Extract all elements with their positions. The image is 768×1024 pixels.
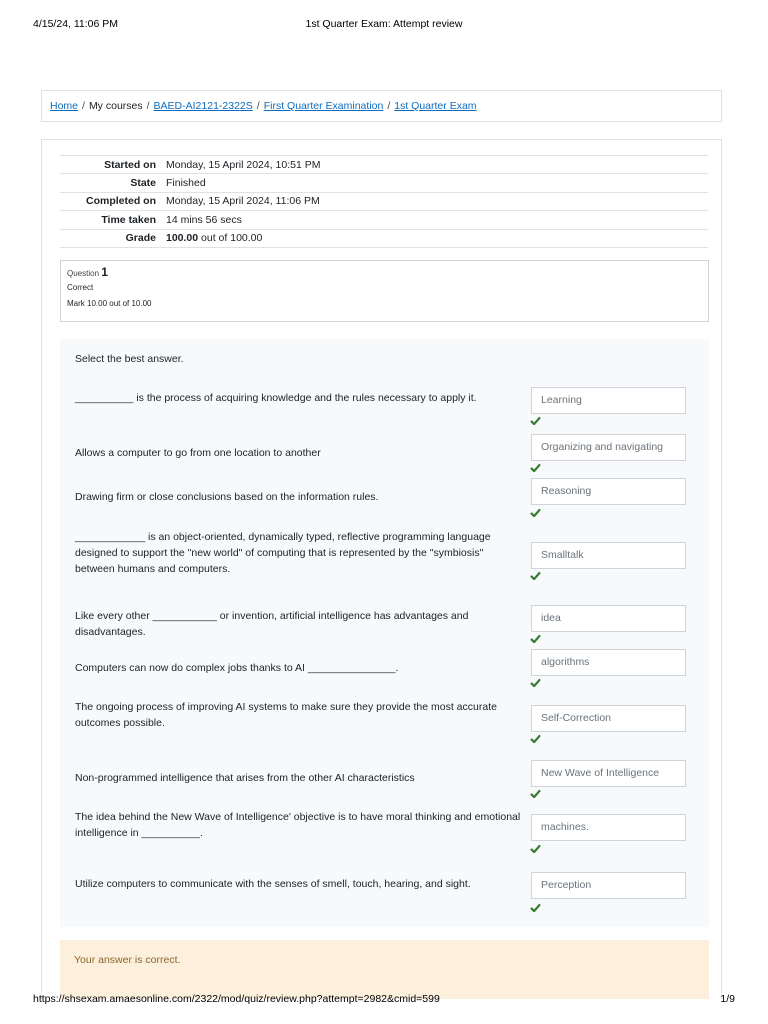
match-answer-select[interactable]: Learning: [531, 387, 686, 414]
grade-value-cell: [162, 229, 708, 247]
summary-row: [60, 211, 708, 229]
summary-label: Started on: [60, 156, 162, 174]
summary-value: Finished: [162, 174, 708, 192]
feedback-box: [60, 940, 709, 999]
match-question-text: Utilize computers to communicate with the senses of smell, touch, hearing, and sight.: [75, 878, 471, 890]
match-answer-select[interactable]: machines.: [531, 814, 686, 841]
check-icon: [530, 678, 541, 687]
attempt-summary-table: [60, 155, 708, 248]
print-page-title: 1st Quarter Exam: Attempt review: [305, 18, 463, 30]
breadcrumb-section-link[interactable]: First Quarter Examination: [263, 100, 384, 112]
question-number-value: 1: [101, 265, 108, 279]
check-icon: [530, 571, 541, 580]
match-question-text: Non-programmed intelligence that arises from the other AI characteristics: [75, 772, 415, 784]
match-question-text: __________ is the process of acquiring knowledge and the rules necessary to apply it.: [75, 392, 477, 404]
match-answer-select[interactable]: Perception: [531, 872, 686, 899]
summary-value: Monday, 15 April 2024, 10:51 PM: [162, 156, 708, 174]
match-answer-select[interactable]: Self-Correction: [531, 705, 686, 732]
question-prompt: Select the best answer.: [75, 353, 184, 365]
match-question-text: Allows a computer to go from one location to another: [75, 447, 321, 459]
print-header: [33, 18, 735, 32]
print-page-number: 1/9: [720, 993, 735, 1005]
match-question-text: ____________ is an object-oriented, dynamically typed, reflective programming language designed to support the "new world" of computing that is represented by the "symbiosis" between humans and computers.: [75, 531, 491, 575]
summary-value: 14 mins 56 secs: [162, 211, 708, 229]
breadcrumb-separator: /: [146, 100, 150, 112]
grade-label: Grade: [60, 229, 162, 247]
check-icon: [530, 634, 541, 643]
question-number: [67, 265, 702, 279]
match-answer-select[interactable]: idea: [531, 605, 686, 632]
summary-label: Completed on: [60, 192, 162, 210]
check-icon: [530, 416, 541, 425]
check-icon: [530, 508, 541, 517]
print-datetime: 4/15/24, 11:06 PM: [33, 18, 119, 30]
match-question-text: Computers can now do complex jobs thanks to AI _______________.: [75, 662, 399, 674]
match-answer-select[interactable]: Reasoning: [531, 478, 686, 505]
summary-label: State: [60, 174, 162, 192]
match-question-text: The idea behind the New Wave of Intelligence' objective is to have moral thinking and emotional intelligence in __________.: [75, 811, 521, 839]
match-question-text: Like every other ___________ or invention, artificial intelligence has advantages and disadvantages.: [75, 610, 469, 638]
summary-row: [60, 229, 708, 247]
summary-row: [60, 174, 708, 192]
breadcrumb-separator: /: [387, 100, 391, 112]
question-label: Question: [67, 269, 100, 278]
check-icon: [530, 463, 541, 472]
summary-row: [60, 192, 708, 210]
grade-suffix: out of 100.00: [201, 232, 263, 245]
summary-label: Time taken: [60, 211, 162, 229]
breadcrumb-separator: /: [82, 100, 85, 112]
summary-value: Monday, 15 April 2024, 11:06 PM: [162, 192, 708, 210]
check-icon: [530, 734, 541, 743]
breadcrumb: [41, 90, 722, 122]
match-answer-select[interactable]: Smalltalk: [531, 542, 686, 569]
print-footer: [33, 993, 735, 1007]
feedback-text: Your answer is correct.: [74, 954, 181, 966]
print-url: https://shsexam.amaesonline.com/2322/mod/quiz/review.php?attempt=2982&cmid=599: [33, 993, 440, 1005]
match-answer-select[interactable]: New Wave of Intelligence: [531, 760, 686, 787]
check-icon: [530, 903, 541, 912]
breadcrumb-home-link[interactable]: Home: [50, 100, 79, 112]
summary-row: [60, 156, 708, 174]
question-mark: Mark 10.00 out of 10.00: [67, 299, 152, 308]
grade-value: 100.00: [166, 232, 199, 245]
question-state: Correct: [67, 283, 94, 292]
breadcrumb-my-courses: My courses: [88, 100, 143, 112]
match-question-text: The ongoing process of improving AI systems to make sure they provide the most accurate outcomes possible.: [75, 701, 497, 729]
breadcrumb-quiz-link[interactable]: 1st Quarter Exam: [394, 100, 477, 112]
match-question-text: Drawing firm or close conclusions based on the information rules.: [75, 491, 379, 503]
breadcrumb-separator: /: [256, 100, 260, 112]
check-icon: [530, 844, 541, 853]
check-icon: [530, 789, 541, 798]
match-answer-select[interactable]: Organizing and navigating: [531, 434, 686, 461]
question-info-box: [60, 260, 709, 322]
match-answer-select[interactable]: algorithms: [531, 649, 686, 676]
breadcrumb-course-link[interactable]: BAED-AI2121-2322S: [153, 100, 253, 112]
